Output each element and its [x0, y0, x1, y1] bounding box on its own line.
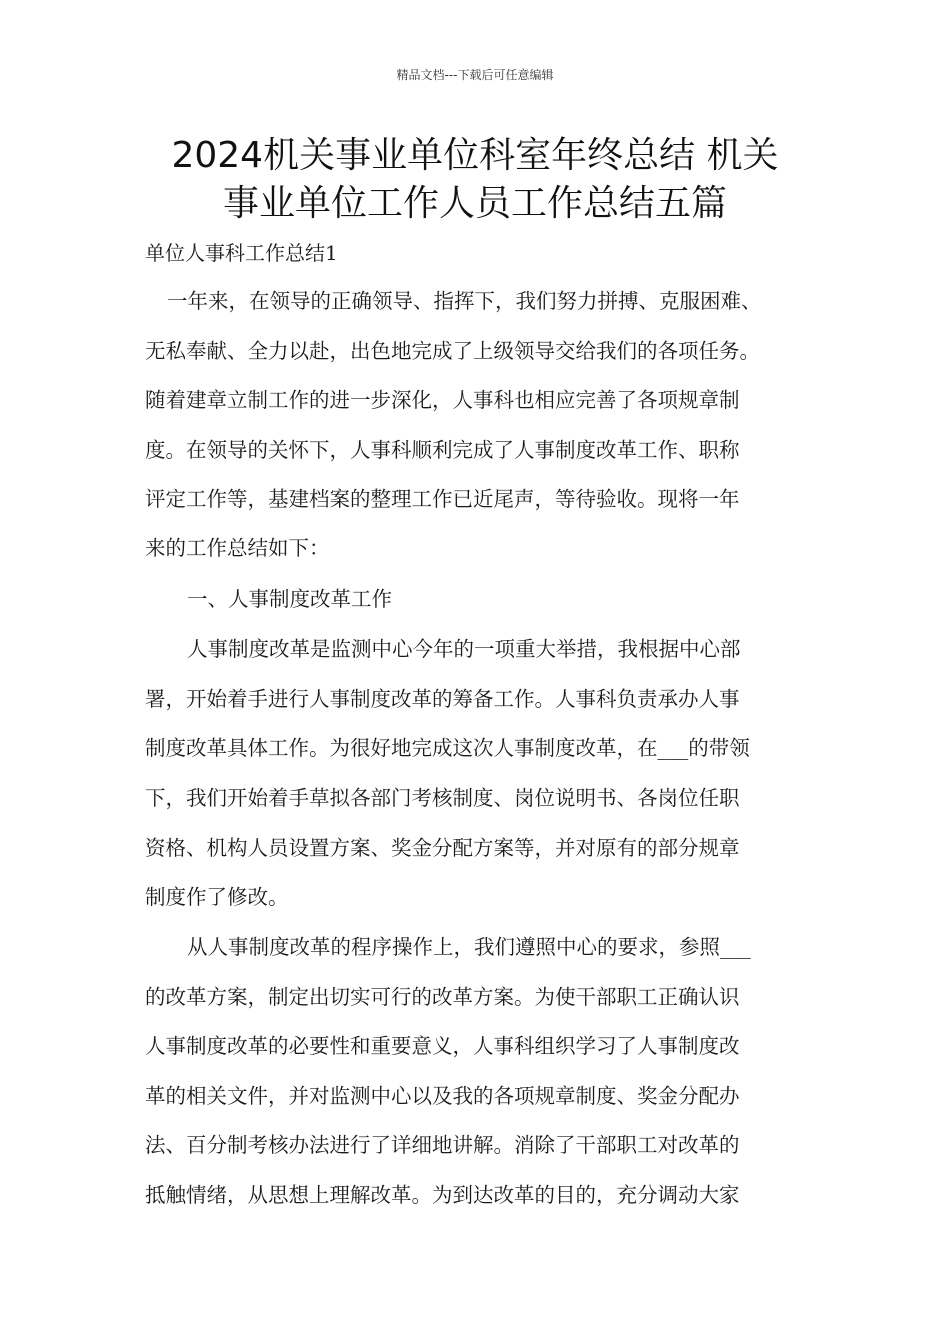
body-line: 无私奉献、全力以赴，出色地完成了上级领导交给我们的各项任务。 — [145, 339, 760, 363]
body-line: 的改革方案，制定出切实可行的改革方案。为使干部职工正确认识 — [145, 985, 740, 1009]
section-title: 单位人事科工作总结1 — [145, 241, 338, 265]
body-line: 法、百分制考核办法进行了详细地讲解。消除了干部职工对改革的 — [145, 1133, 740, 1157]
document-title-line-2: 事业单位工作人员工作总结五篇 — [222, 183, 727, 224]
body-line: 抵触情绪，从思想上理解改革。为到达改革的目的，充分调动大家 — [145, 1183, 740, 1207]
body-line: 署，开始着手进行人事制度改革的筹备工作。人事科负责承办人事 — [145, 687, 740, 711]
document-title — [90, 132, 860, 228]
document-title-line-1: 2024机关事业单位科室年终总结 机关 — [171, 135, 779, 176]
body-line: 人事制度改革是监测中心今年的一项重大举措，我根据中心部 — [187, 637, 741, 661]
body-line: 一年来，在领导的正确领导、指挥下，我们努力拼搏、克服困难、 — [167, 289, 762, 313]
body-line: 制度改革具体工作。为很好地完成这次人事制度改革，在___的带领 — [145, 736, 750, 760]
body-line: 随着建章立制工作的进一步深化，人事科也相应完善了各项规章制 — [145, 388, 740, 412]
subsection-heading: 一、人事制度改革工作 — [187, 587, 392, 611]
page-header-note: 精品文档---下载后可任意编辑 — [396, 68, 554, 82]
body-line: 资格、机构人员设置方案、奖金分配方案等，并对原有的部分规章 — [145, 836, 740, 860]
body-line: 革的相关文件，并对监测中心以及我的各项规章制度、奖金分配办 — [145, 1084, 740, 1108]
body-line: 人事制度改革的必要性和重要意义，人事科组织学习了人事制度改 — [145, 1034, 740, 1058]
body-line: 评定工作等，基建档案的整理工作已近尾声，等待验收。现将一年 — [145, 487, 740, 511]
body-line: 制度作了修改。 — [145, 885, 289, 909]
body-line: 来的工作总结如下： — [145, 536, 330, 560]
body-line: 下，我们开始着手草拟各部门考核制度、岗位说明书、各岗位任职 — [145, 786, 740, 810]
body-line: 从人事制度改革的程序操作上，我们遵照中心的要求，参照___ — [187, 935, 751, 959]
body-line: 度。在领导的关怀下，人事科顺利完成了人事制度改革工作、职称 — [145, 438, 740, 462]
